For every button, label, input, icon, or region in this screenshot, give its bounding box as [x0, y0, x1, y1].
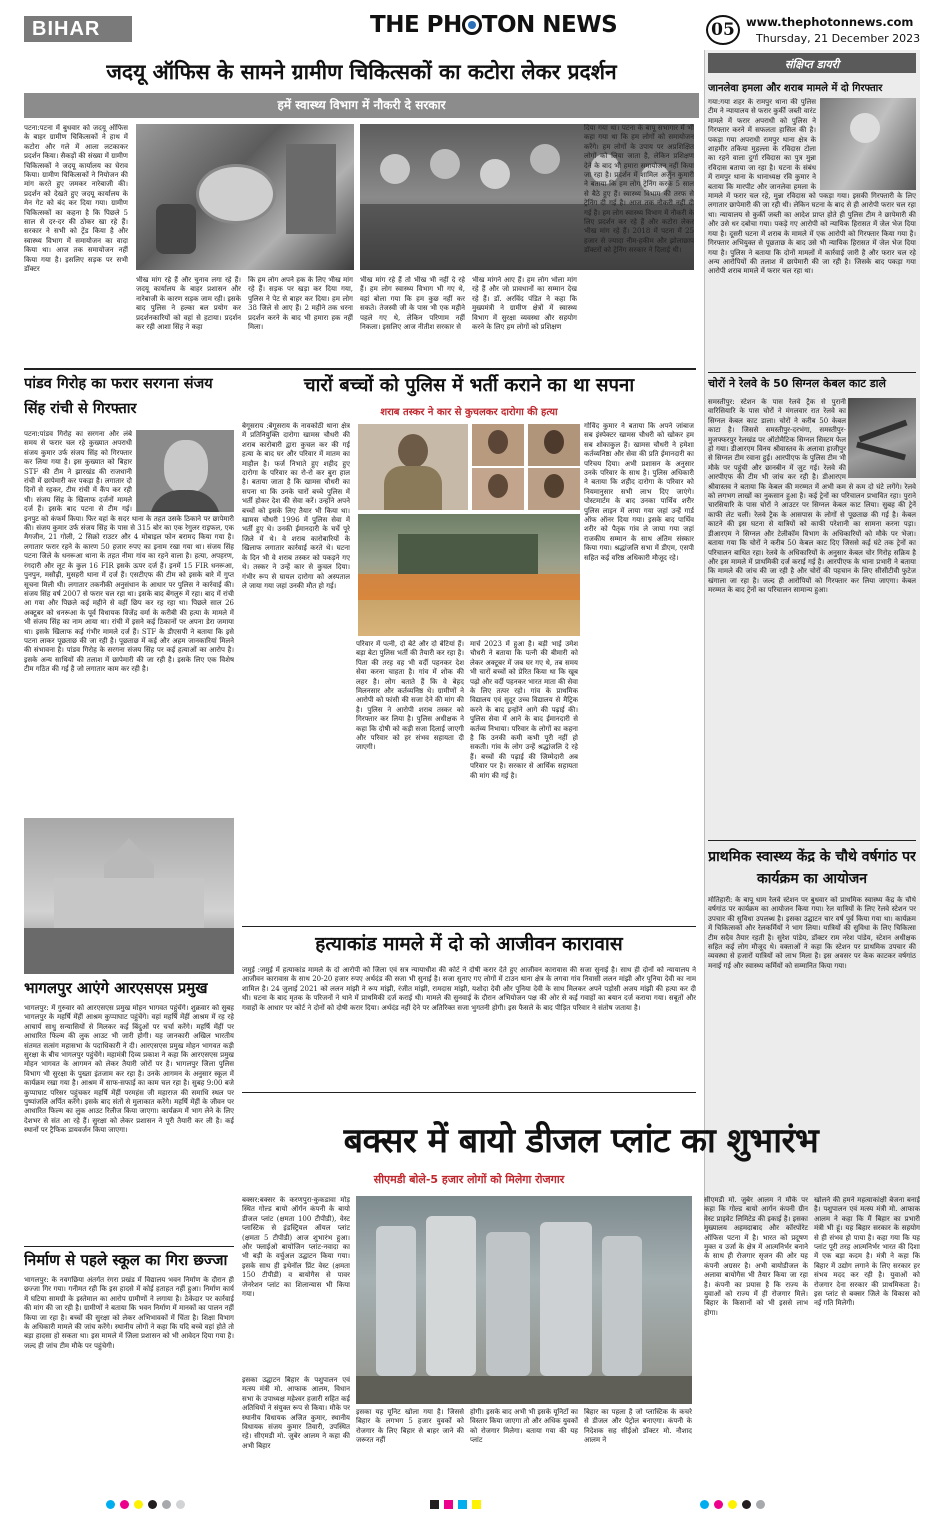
- bhagalpur-headline: भागलपुर आएंगे आरएसएस प्रमुख: [24, 979, 208, 997]
- lead-col-2: भीख मांग रहे हैं और चुनाव लगा रहे हैं। जदयू कार्यालय के बाहर प्रशासन और नारेबाजी के कारण सड़क जाम रही। इसके बाद पुलिस ने हल्का बल प्रयोग कर प्रदर्शनकारियों को वहां से हटाया। प्रदर्शन कर रही आशा सिंह ने कहा: [136, 276, 241, 332]
- lead-col-3: कि हम लोग अपने हक के लिए भीख मांग रहे हैं। सड़क पर खड़ा कर दिया गया, पुलिस ने पेट से बाहर कर दिया। हम लोग 38 जिले से आए हैं। 2 महीने तक धरना प्रदर्शन करने के बाद भी हमारा हक नहीं मिला।: [248, 276, 353, 332]
- region-label: BIHAR: [32, 18, 101, 40]
- police-col-1: बेगूसराय :बेगूसराय के नावकोठी थाना क्षेत्र में प्रतिनियुक्ति दारोगा खामस चौधरी की शराब कारोबारी द्वारा कुचल कर की गई हत्या के बाद घर और परिवार में मातम का माहौल है। फर्ज निभाते हुए शहीद हुए दारोगा के परिवार का रो-रो कर बुरा हाल है। बताया जाता है कि खामस चौधरी का सपना था कि उनके चारों बच्चे पुलिस में भर्ती होकर देश की सेवा करें। उन्होंने अपने बच्चों को इसके लिए तैयार भी किया था। खामस चौधरी 1996 में पुलिस सेवा में भर्ती हुए थे। उनकी ईमानदारी के चर्चे पूरे जिले में थे। वे शराब कारोबारियों के खिलाफ लगातार कार्रवाई करते थे। घटना के दिन भी वे शराब तस्कर को पकड़ने गए थे। तस्कर ने उन्हें कार से कुचल दिया। गंभीर रूप से घायल दारोगा को अस्पताल ले जाया गया जहां उनकी मौत हो गई।: [242, 422, 350, 590]
- date: Thursday, 21 December 2023: [756, 32, 921, 45]
- police-col-3: मार्च 2023 में हुआ है। बड़ी भाई उमेश चौधरी ने बताया कि पत्नी की बीमारी को लेकर अक्टूबर में जब घर गए थे, तब समय भी चारों बच्चों को प्रेरित किया था कि खूब पढ़ो और वर्दी पहनकर भारत माता की सेवा के लिए तत्पर रहो। गांव के प्राथमिक विद्यालय एवं सुदूर उच्च विद्यालय से मैट्रिक करने के बाद इन्होंने आगे की पढ़ाई की। पुलिस सेवा में आने के बाद ईमानदारी से कर्तव्य निभाया। परिवार के लोगों का कहना है कि उनकी कमी कभी पूरी नहीं हो सकती। गांव के लोग उन्हें श्रद्धांजलि दे रहे हैं। बच्चों की पढ़ाई की जिम्मेदारी अब परिवार पर है। सरकार से आर्थिक सहायता की मांग की गई है।: [470, 640, 578, 780]
- region-tab: [24, 16, 132, 42]
- buxar-photo: [356, 1196, 692, 1404]
- buxar-col-5: बिहार का पहला है जो प्लास्टिक के कचरे से डीजल और पेट्रोल बनाएगा। कंपनी के निदेशक सह सीईओ डॉक्टर मो. नौशाद आलम ने: [584, 1408, 692, 1445]
- police-subhead: शराब तस्कर ने कार से कुचलकर दारोगा की हत्या: [380, 407, 558, 418]
- diary-story2-body: समस्तीपुर: स्टेशन के पास रेलवे ट्रैक से पुरानी वारिसियारि के पास चोरों ने मंगलवार रात रेलवे का सिग्नल केबल काट डाला। चोरों ने करीब 50 केबल काटा है। जिससे समस्तीपुर-दरभंगा, समस्तीपुर-मुजफ्फरपुर रेलखंड पर ऑटोमैटिक सिग्नल सिस्टम फेल हो गया। डीआरएम विनय श्रीवास्तव के अलावा हाजीपुर से सिग्नल टीम रवाना हुई। आरपीएफ के पुलिस टीम भी मौके पर पहुंची और छानबीन में जुट गई। रेलवे की आरपीएफ की टीम भी जांच कर रही है। डीआरएम श्रीवास्तव ने बताया कि केबल की मरम्मत में अभी कम से कम दो घंटे लगेंगे। रेलवे को लगभग लाखों का नुकसान हुआ है। कई ट्रेनों का परिचालन प्रभावित रहा। पुराने चारसियारि के पास चोरों ने आउटर पर सिग्नल केबल काट लिया। सुबह की ट्रेनें काफी लेट चलीं। रेलवे ट्रैक के आसपास के लोगों से पूछताछ की गई है। केबल काटने की इस घटना से यात्रियों को काफी परेशानी का सामना करना पड़ा। डीआरएम ने सिग्नल और टेलीकॉम विभाग के अधिकारियों को मौके पर भेजा। बताया गया कि चोरों ने करीब 50 केबल काट दिए जिससे कई घंटे तक ट्रेनों का परिचालन बाधित रहा। रेलवे के अधिकारियों के अनुसार केबल चोर गिरोह सक्रिय है और इस मामले में प्राथमिकी दर्ज कराई गई है। आरपीएफ के थाना प्रभारी ने बताया कि मामले की जांच की जा रही है और चोरों की पहचान के लिए सीसीटीवी फुटेज खंगाला जा रहा है। जल्द ही आरोपियों को गिरफ्तार कर लिया जाएगा। केबल मरम्मत के बाद ट्रेनों का परिचालन सामान्य हुआ।: [708, 398, 916, 595]
- lead-headline: जदयू ऑफिस के सामने ग्रामीण चिकित्सकों का कटोरा लेकर प्रदर्शन: [106, 60, 617, 84]
- buxar-col-3: इसका यह यूनिट खोला गया है। जिससे बिहार के लगभग 5 हजार युवकों को रोजगार के लिए बिहार से बाहर जाने की जरूरत नहीं: [356, 1408, 464, 1445]
- photon-logo-icon: [462, 15, 482, 35]
- buxar-col-1: बक्सर:बक्सर के करणपुरा-कुकडावा मोड़ स्थित गोल्ड बायो ऑर्गन कंपनी के बायो डीजल प्लांट (क्षमता 100 टीपीडी), वेस्ट प्लास्टिक से इंडस्ट्रियल ऑयल प्लांट (क्षमता 5 टीपीडी) आज शुभारंभ हुआ। और फ्लाईओ बायोजिन प्लांट-नवादा का भी बड़ी के वर्चुअल उद्घाटन किया गया। इसके साथ ही इथेनॉल प्रिंट वेस्ट (क्षमता 150 टीपीडी) व बायोगैस से पावर जेनरेशन प्लांट का शिलान्यास भी किया गया।: [242, 1196, 350, 1299]
- lead-subhead: हमें स्वास्थ्य विभाग में नौकरी दे सरकार: [277, 98, 446, 112]
- police-col-2: परिवार में पत्नी, दो बेटे और दो बेटियां हैं। बड़ा बेटा पुलिस भर्ती की तैयारी कर रहा है। पिता की तरह वह भी वर्दी पहनकर देश सेवा करना चाहता है। गांव में शोक की लहर है। लोग बताते हैं कि वे बेहद मिलनसार और कर्तव्यनिष्ठ थे। ग्रामीणों ने आरोपी को फांसी की सजा देने की मांग की है। पुलिस ने आरोपी शराब तस्कर को गिरफ्तार कर लिया है। पुलिस अधीक्षक ने कहा कि दोषी को कड़ी सजा दिलाई जाएगी और परिवार को हर संभव सहायता दी जाएगी।: [356, 640, 464, 752]
- lead-photo-1: [136, 124, 354, 270]
- lead-col-4: भीख मांग रहे हैं तो भीख भी नहीं दे रहे हैं। हम लोग स्वास्थ्य विभाग भी गए थे, वहां बोला गया कि हम कुछ नहीं कर सकते। तेजस्वी जी के पास भी एक महीने पहले गए थे, लेकिन परिणाम नहीं निकला। इसलिए आज नीतीश सरकार से: [360, 276, 465, 332]
- page-number: 05: [711, 20, 735, 40]
- pandav-headline: पांडव गिरोह का फरार सरगना संजय सिंह रांची से गिरफ्तार: [24, 376, 213, 417]
- diary-story1-headline: जानलेवा हमला और शराब मामले में दो गिरफ्तार: [708, 83, 883, 94]
- buxar-col-7: खोलने की हमने महत्वाकांक्षी बेजना बनाई है। पशुपालन एवं मत्स्य मंत्री मो. आफाक आलम ने कहा कि मैं बिहार का प्रभारी मंत्री भी हूं। यह बिहार सरकार के सहयोग से ही संभव हो पाया है। कहा गया कि यह प्लांट पूरी तरह आत्मनिर्भर भारत की दिशा में एक बड़ा कदम है। मंत्री ने कहा कि बिहार में उद्योग लगाने के लिए सरकार हर संभव मदद कर रही है। युवाओं को रोजगार देना सरकार की प्राथमिकता है। इस प्लांट से बक्सर जिले के विकास को नई गति मिलेगी।: [814, 1196, 920, 1308]
- divider: [242, 1092, 696, 1093]
- bhagalpur-photo: [24, 818, 234, 974]
- murder-body: जमुई :जमुई में हत्याकांड मामले के दो आरोपी को जिला एवं सत्र न्यायाधीश की कोर्ट ने दोषी करार देते हुए आजीवन कारावास की सजा सुनाई है। साथ ही दोनों को न्यायालय ने आजीवन कारावास के साथ 20-20 हजार रुपए अर्थदंड की सजा भी सुनाई है। सजा सुनाए गए लोगों में टाउन थाना क्षेत्र के लगवा गांव निवासी ललन मांझी और पूनिया देवी का नाम शामिल है। 24 जुलाई 2021 को ललन मांझी ने रूप मांझी, रंजीत मांझी, रामदास मांझी, यशोदा देवी और पूनिया देवी के साथ मिलकर अपने पड़ोसी अजय मांझी की हत्या कर दी थी। घटना के बाद मृतक के परिजनों ने थाने में प्राथमिकी दर्ज कराई थी। मामले की सुनवाई के दौरान अभियोजन पक्ष की ओर से कई गवाहों का बयान दर्ज कराया गया। सबूतों और गवाहों के आधार पर कोर्ट ने दोनों को दोषी करार दिया। अर्थदंड नहीं देने पर अतिरिक्त सजा भुगतनी होगी। इस फैसले के बाद पीड़ित परिवार ने संतोष जताया है।: [242, 966, 696, 1012]
- police-headline: चारों बच्चों को पुलिस में भर्ती कराने का था सपना: [303, 375, 635, 396]
- buxar-headline: बक्सर में बायो डीजल प्लांट का शुभारंभ: [343, 1121, 819, 1161]
- divider: [24, 368, 696, 370]
- lead-col-6: दिया गया था। पटना के बापू सभागार में भी कहा गया था कि हम लोगों को समायोजन करेंगे। हम लोगों के उपाय पर अप्रशिक्षित लोगों को लिया जाता है, लेकिन प्रशिक्षण देने के बाद भी हमारा समायोजन नहीं किया जा रहा है। प्रदर्शन में शामिल अर्जुन कुमारी ने बताया कि हम लोग ट्रेनिंग करके 5 साल से बैठे हुए हैं। स्वास्थ्य विभाग की तरफ से ट्रेनिंग दी गई है। आज तक नौकरी नहीं दी गई है। हम लोग स्वास्थ्य विभाग में नौकरी के लिए प्रदर्शन कर रहे हैं और कटोरा लेकर भीख मांग रहे हैं। 2018 में पटना में 25 हजार से ज्यादा नीम-हकीम और झोलाछाप डॉक्टरों को ट्रेनिंग सरकार ने दिलाई थी।: [584, 124, 694, 255]
- diary-story1-body: गया:गया शहर के रामपुर थाना की पुलिस टीम ने न्यायालय से फरार कुर्की जब्ती वारंट मामले में फरार अपराधी को पुलिस ने गिरफ्तार करने में सफलता हासिल की है। पकड़ा गया अपराधी रामपुर थाना क्षेत्र के शाहमीर तकिया मुहल्ला के रविदास टोला का रहने वाला दुर्गा रविदास का पुत्र मुन्ना रविदास बताया जा रहा है। घटना के संबंध में रामपुर थाना के थानाध्यक्ष रवि कुमार ने बताया कि मारपीट और जानलेवा हमला के मामले में फरार चल रहे, मुन्ना रविदास को पकड़ा गया। इसकी गिरफ्तारी के लिए लगातार छापेमारी की जा रही थी। लेकिन घटना के बाद से ही आरोपी फरार चल रहा था। न्यायालय से कुर्की जब्ती का आदेश प्राप्त होते ही पुलिस टीम ने छापेमारी की और उसे धर दबोचा गया। पकड़े गए आरोपी को न्यायिक हिरासत में जेल भेज दिया गया है। दूसरी घटना में शराब के मामले में एक आरोपी को गिरफ्तार किया गया है। गिरफ्तार अभियुक्त से पूछताछ के बाद उसे भी न्यायिक हिरासत में जेल भेज दिया गया है। पुलिस ने बताया कि दोनों मामलों में कार्रवाई जारी है और फरार चल रहे अन्य आरोपियों की तलाश में छापेमारी की जा रही है। जिसके बाद पकड़ा गया आरोपी शराब मामले में फरार चल रहा था।: [708, 98, 916, 276]
- police-photo-portrait: [358, 424, 468, 510]
- diary-banner: [708, 53, 916, 73]
- divider: [708, 840, 916, 841]
- police-photo-child-3: [472, 468, 524, 510]
- lead-subhead-banner: [24, 93, 699, 118]
- buxar-col-6: सीएमडी मो. जुबेर आलम ने मौके पर कहा कि गोल्ड बायो आर्गन कंपनी ग्रीन वेस्ट प्राइवेट लिमिटेड की इकाई है। इसका मुख्यालय अहमदाबाद और कॉरपोरेट ऑफिस पटना में है। भारत को प्रदूषण मुक्त व उर्जा के क्षेत्र में आत्मनिर्भर बनाने के साथ ही रोजगार सृजन की ओर यह कंपनी अग्रसर है। अभी बायोडीजल के अलावा बायोगैस भी तैयार किया जा रहा है। कंपनी का प्रयास है कि राज्य के युवाओं को राज्य में ही रोजगार मिले। बिहार के किसानों को भी इससे लाभ होगा।: [704, 1196, 808, 1317]
- school-headline: निर्माण से पहले स्कूल का गिरा छज्जा: [24, 1251, 228, 1269]
- diary-story3-body: मोतिहारी: के बापू धाम रेलवे स्टेशन पर बुधवार को प्राथमिक स्वास्थ्य केंद्र के चौथे वर्षगांठ पर कार्यक्रम का आयोजन किया गया। रेल यात्रियों के लिए रेलवे स्टेशन पर उपचार की सुविधा उपलब्ध है। इसका उद्घाटन चार वर्ष पूर्व किया गया था। कार्यक्रम में चिकित्सकों और रेलकर्मियों ने भाग लिया। यात्रियों की सुविधा के लिए चिकित्सा टीम सदैव तैयार रहती है। सुरेश पांडेय, डॉक्टर राम नरेश पांडेय, स्टेशन अधीक्षक सहित कई लोग मौजूद थे। वक्ताओं ने कहा कि स्टेशन पर प्राथमिक उपचार की व्यवस्था से हजारों यात्रियों को लाभ मिला है। इस अवसर पर केक काटकर वर्षगांठ मनाई गई और स्वास्थ्य कर्मियों को सम्मानित किया गया।: [708, 896, 916, 970]
- paper-name: [370, 12, 618, 46]
- page-number-badge: [706, 15, 740, 45]
- paper-name-part1: THE PH: [370, 12, 462, 38]
- buxar-col-2: इसका उद्घाटन बिहार के पशुपालन एवं मत्स्य मंत्री मो. आफाक आलम, विधान सभा के उपाध्यक्ष महेश्वर हजारी सहित कई अतिथियों ने संयुक्त रूप से किया। मौके पर स्थानीय विधायक अजित कुमार, स्थानीय विधायक संजय कुमार तिवारी, उपस्थित रहे। सीएमडी मो. जुबेर आलम ने कहा की अभी बिहार: [242, 1376, 350, 1450]
- registration-marks: [0, 1494, 945, 1516]
- website[interactable]: www.thephotonnews.com: [746, 15, 914, 29]
- police-col-4: गोविंद कुमार ने बताया कि अपने जांबाज सब इंस्पेक्टर खामस चौधरी को खोकर हम सब शोकाकुल हैं। खामस चौधरी ने हमेशा कर्तव्यनिष्ठा और सेवा की प्रति ईमानदारी का परिचय दिया। अभी प्रशासन के अनुसार उनके परिवार के साथ है। पुलिस अधिकारी ने बताया कि शहीद दारोगा के परिवार को नियमानुसार सभी लाभ दिए जाएंगे। पोस्टमार्टम के बाद उनका पार्थिव शरीर पुलिस लाइन में लाया गया जहां उन्हें गार्ड ऑफ ऑनर दिया गया। इसके बाद पार्थिव शरीर को पैतृक गांव ले जाया गया जहां राजकीय सम्मान के साथ अंतिम संस्कार किया गया। श्रद्धांजलि सभा में डीएम, एसपी सहित कई वरिष्ठ अधिकारी मौजूद रहे।: [584, 422, 694, 562]
- divider: [24, 1246, 234, 1247]
- diary-story3-headline: प्राथमिक स्वास्थ्य केंद्र के चौथे वर्षगांठ पर कार्यक्रम का आयोजन: [708, 849, 916, 887]
- divider: [708, 372, 916, 373]
- masthead: [0, 0, 945, 50]
- diary-banner-label: संक्षिप्त डायरी: [784, 58, 840, 71]
- lead-col-1: पटना:पटना में बुधवार को जदयू ऑफिस के बाहर ग्रामीण चिकित्सकों ने हाथ में कटोरा और गले में आला लटकाकर प्रदर्शन किया। सैकड़ों की संख्या में ग्रामीण चिकित्सकों ने जदयू कार्यालय का घेराव किया। ग्रामीण चिकित्सकों ने नियोजन की मांग करते हुए जमकर नारेबाजी की। प्रदर्शन को देखते हुए जदयू कार्यालय के मेन गेट को बंद कर दिया गया। ग्रामीण चिकित्सकों का कहना है कि पिछले 5 साल से दर-दर की ठोकर खा रहे हैं। सरकार ने सभी को ट्रेंड किया है और स्वास्थ्य विभाग में समायोजन का वादा किया था। आज तक समायोजन नहीं किया गया है। इसलिए सड़क पर सभी डॉक्टर: [24, 124, 128, 274]
- lead-col-5: भीख मांगने आए हैं। हम लोग भोला मांग रहे हैं और जो प्रावधानों का सम्मान देख रहे हैं। डॉ. अरविंद पंडित ने कहा कि मुख्यमंत्री ने ग्रामीण क्षेत्रों में स्वास्थ्य विभाग में सुरक्षा व्यवस्था और सहयोग करने के लिए हम लोगों को प्रशिक्षण: [472, 276, 577, 332]
- police-photo-child-1: [472, 424, 524, 466]
- buxar-subhead: सीएमडी बोले-5 हजार लोगों को मिलेगा रोजगार: [373, 1173, 565, 1186]
- police-photo-child-4: [528, 468, 580, 510]
- pandav-body: पटना:पांडव गिरोह का सरगना और लंबे समय से फरार चल रहे कुख्यात अपराधी संजय कुमार उर्फ संजय सिंह को गिरफ्तार कर लिया गया है। इस कुख्यात को बिहार STF की टीम ने झारखंड की राजधानी रांची में छापेमारी कर पकड़ा है। लगातार दो दिनों से रहकर, टीम रांची में कैंप कर रही थी। संजय सिंह के खिलाफ दर्जनों मामले दर्ज हैं। इसके बाद पटना से टीम गई। इनपुट को कंफर्म किया। फिर वहां के सदर थाना के तहत उसके ठिकाने पर छापेमारी की। संजय कुमार उर्फ संजय सिंह के पास से 315 बोर का एक रेगुलर राइफल, एक मैगजीन, 21 गोली, 2 सिक्रो राउटर और 4 मोबाइल फोन बरामद किया गया है। लगातार फरार रहने के कारण 50 हजार रुपए का इनाम रखा गया था। संजय सिंह पटना जिले के धनरूआ थाना के तहत नीमा गांव का रहने वाला है। हत्या, अपहरण, रंगदारी और लूट के कुल 16 FIR इसके ऊपर दर्ज हैं। इनमें 15 FIR धनरूआ, पुनपुन, मसौढ़ी, मुसहरी थाना में दर्ज हैं। एसटीएफ की टीम को इसके बारे में गुप्त सूचना मिली थी। लगातार तकनीकी अनुसंधान के आधार पर पुलिस ने कार्रवाई की। संजय सिंह वर्ष 2007 से फरार चल रहा था। इसके बाद बेंगलुरु में रहा। बाद में रांची आ गया और पिछले कई महीने से वहीं छिप कर रह रहा था। पिछले साल 26 अक्टूबर को धनरूआ के पूर्व विधायक विजेंद्र वर्मा के करीबी की हत्या के मामले में भी संजय सिंह का नाम आया था। रांची में इसने कई ठिकानों पर अपना डेरा जमाया था। इसके खिलाफ कई गंभीर मामले दर्ज हैं। STF के डीएसपी ने बताया कि इसे पटना लाकर पूछताछ की जा रही है। पूछताछ में कई और अहम जानकारियां मिलने की संभावना है। पांडव गिरोह के सरगना संजय सिंह पर कई हत्याओं का आरोप है। इसके अन्य साथियों की तलाश में छापेमारी की जा रही है। इसके लिए एक विशेष टीम गठित की गई है जो लगातार काम कर रही है।: [24, 430, 234, 674]
- buxar-col-4: होगी। इसके बाद अभी भी इसके यूनिटों का विस्तार किया जाएगा तो और अधिक युवकों को रोजगार मिलेगा। बताया गया की यह प्लांट: [470, 1408, 578, 1445]
- bhagalpur-body: भागलपुर: में गुरुवार को आरएसएस प्रमुख मोहन भागवत पहुंचेंगे। शुक्रवार को सुबह भागलपुर के महर्षि मेंहीं आश्रम कुप्पाघाट पहुंचेंगे। वहां महर्षि मेंहीं आश्रम में रह रहे आचार्य साधु सन्यासियों से मिलकर कई बिंदुओं पर चर्चा करेंगे। महर्षि मेंहीं पर आधारित फिल्म की लुक आउट भी जारी होगी। यह जानकारी अखिल भारतीय संतमत सत्संग महासभा के पदाधिकारी ने दी। आरएसएस प्रमुख मोहन भागवत कड़ी सुरक्षा के बीच भागलपुर पहुंचेंगे। महामंत्री दिव्य प्रकाश ने कहा कि आरएसएस प्रमुख मोहन भागवत के आगमन को लेकर तैयारी जोरों पर है। भागलपुर जिला पुलिस विभाग भी सुरक्षा के पुख्ता इंतजाम कर रहा है। उनके आगमन के अनुसार स्कूल में कार्यक्रम रखा गया है। आश्रम में साफ-सफाई का काम चल रहा है। सुबह 9:00 बजे कुप्पाघाट परिसर पहुंचकर महर्षि मेंहीं परमहंस जी महाराज की समाधि स्थल पर पुष्पांजलि अर्पित करेंगे। इसके बाद संतों से मुलाकात करेंगे। महर्षि मेंहीं के जीवन पर आधारित फिल्म का लुक आउट रिलीज किया जाएगा। कार्यक्रम में भाग लेने के लिए देशभर से संत आ रहे हैं। सुरक्षा को लेकर प्रशासन ने पूरी तैयारी कर ली है। कई स्थानों पर ट्रैफिक डायवर्जन किया जाएगा।: [24, 1004, 234, 1135]
- school-body: भागलपुर: के नवगछिया अंतर्गत रंगरा प्रखंड में विद्यालय भवन निर्माण के दौरान ही छज्जा गिर गया। गनीमत रही कि इस हादसे में कोई हताहत नहीं हुआ। निर्माण कार्य में घटिया सामग्री के इस्तेमाल का आरोप ग्रामीणों ने लगाया है। ठेकेदार पर कार्रवाई की मांग की जा रही है। ग्रामीणों ने बताया कि भवन निर्माण में मानकों का पालन नहीं किया जा रहा है। बच्चों की सुरक्षा को लेकर अभिभावकों में चिंता है। शिक्षा विभाग के अधिकारी मामले की जांच करेंगे। स्थानीय लोगों ने कहा कि यदि बच्चे वहां होते तो बड़ा हादसा हो सकता था। इस मामले में जिला प्रशासन को भी आवेदन दिया गया है। जल्द ही जांच टीम मौके पर पहुंचेगी।: [24, 1276, 234, 1350]
- police-photo-funeral: [358, 514, 580, 636]
- police-photo-child-2: [528, 424, 580, 466]
- diary-story2-headline: चोरों ने रेलवे के 50 सिग्नल केबल काट डाले: [708, 377, 886, 390]
- paper-name-part2: TON NEWS: [481, 12, 618, 38]
- divider: [242, 926, 696, 927]
- murder-headline: हत्याकांड मामले में दो को आजीवन कारावास: [315, 933, 623, 955]
